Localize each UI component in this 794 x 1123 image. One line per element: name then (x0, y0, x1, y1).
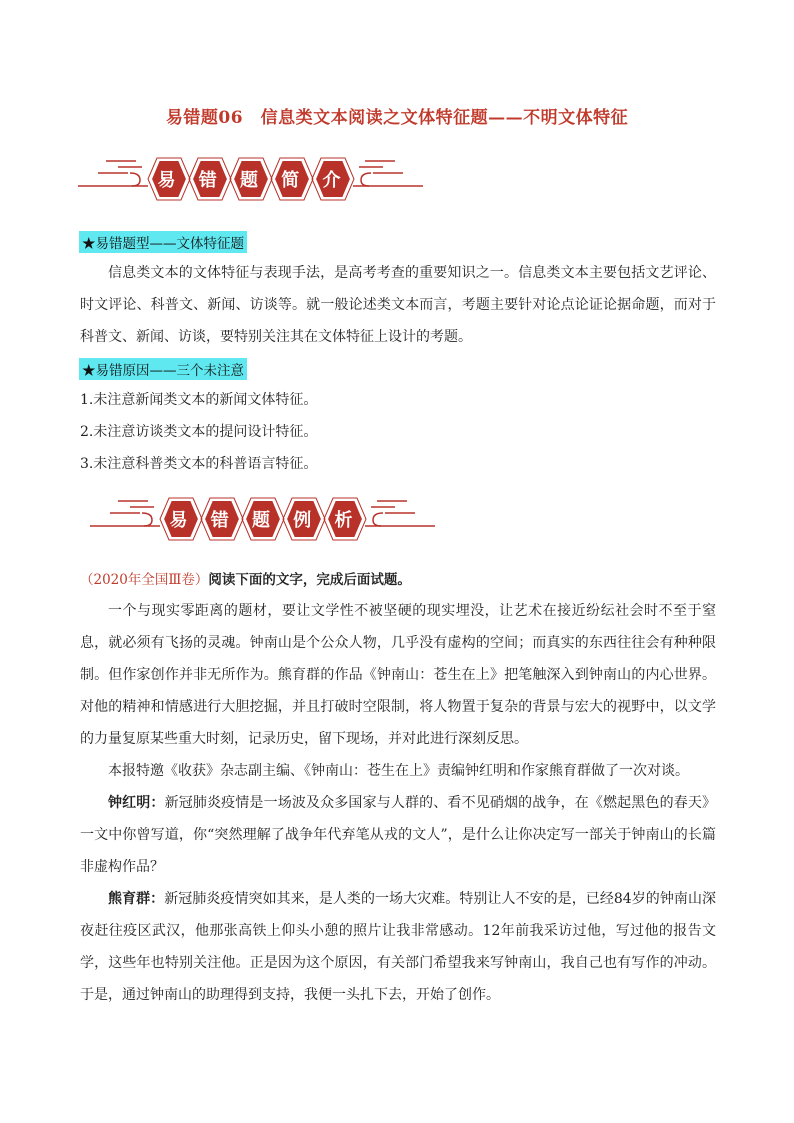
list-item: 2.未注意访谈类文本的提问设计特征。 (80, 424, 318, 440)
banner-char: 介 (322, 170, 341, 191)
article-paragraph: 本报特邀《收获》杂志副主编、《钟南山：苍生在上》责编钟红明和作家熊育群做了一次对谈。 (108, 763, 689, 779)
instruction-text: 阅读下面的文字，完成后面试题。 (208, 572, 411, 588)
section-banner-example (90, 493, 435, 545)
question-source (80, 568, 411, 588)
banner-char: 题 (252, 510, 270, 531)
error-type-tag: ★易错题型——文体特征题 (79, 231, 247, 253)
page-title: 易错题06 信息类文本阅读之文体特征题——不明文体特征 (165, 108, 629, 128)
banner-char: 题 (240, 170, 258, 191)
interview-question (80, 787, 716, 883)
banner-chars (158, 493, 364, 545)
banner-chars (146, 153, 352, 205)
error-cause-tag: ★易错原因——三个未注意 (79, 358, 247, 380)
banner-char: 错 (210, 510, 229, 531)
exam-source: （2020年全国Ⅲ卷） (80, 572, 209, 588)
article-paragraph: 一个与现实零距离的题材，要让文学性不被坚硬的现实埋没，让艺术在接近纷纭社会时不至于窒息，就必须有飞扬的灵魂。钟南山是个公众人物，几乎没有虚构的空间；而真实的东西往往会有种种限制。但作家创作并非无所作为。熊育群的作品《钟南山：苍生在上》把笔触深入到钟南山的内心世界。对他的精神和情感进行大胆挖掘，并且打破时空限制，将人物置于复杂的背景与宏大的视野中，以文学的力量复原某些重大时刻，记录历史，留下现场，并对此进行深刻反思。 (80, 603, 716, 747)
section-banner-intro (78, 153, 423, 205)
banner-char: 易 (169, 510, 188, 531)
list-item: 1.未注意新闻类文本的新闻文体特征。 (80, 392, 318, 408)
answer-text: 新冠肺炎疫情突如其来，是人类的一场大灾难。特别让人不安的是，已经84岁的钟南山深夜赶往疫区武汉，他那张高铁上仰头小憩的照片让我非常感动。12年前我采访过他，写过他的报告文学，这些年也特别关注他。正是因为这个原因，有关部门希望我来写钟南山，我自己也有写作的冲动。于是，通过钟南山的助理得到支持，我便一头扎下去，开始了创作。 (80, 891, 717, 1003)
speaker-label: 熊育群： (108, 891, 165, 907)
banner-char: 易 (157, 170, 176, 191)
interview-answer (80, 883, 716, 1011)
banner-char: 错 (198, 170, 217, 191)
banner-char: 例 (293, 510, 312, 531)
banner-char: 简 (281, 170, 300, 191)
intro-paragraph: 信息类文本的文体特征与表现手法，是高考考查的重要知识之一。信息类文本主要包括文艺评论、时文评论、科普文、新闻、访谈等。就一般论述类文本而言，考题主要针对论点论证论据命题，而对于科普文、新闻、访谈，要特别关注其在文体特征上设计的考题。 (80, 265, 716, 345)
speaker-label: 钟红明： (108, 795, 165, 811)
banner-char: 析 (334, 510, 353, 531)
list-item: 3.未注意科普类文本的科普语言特征。 (80, 456, 318, 472)
question-text: 新冠肺炎疫情是一场波及众多国家与人群的、看不见硝烟的战争，在《燃起黑色的春天》一文中你曾写道，你“突然理解了战争年代弃笔从戎的文人”，是什么让你决定写一部关于钟南山的长篇非虚构作品？ (80, 795, 717, 875)
